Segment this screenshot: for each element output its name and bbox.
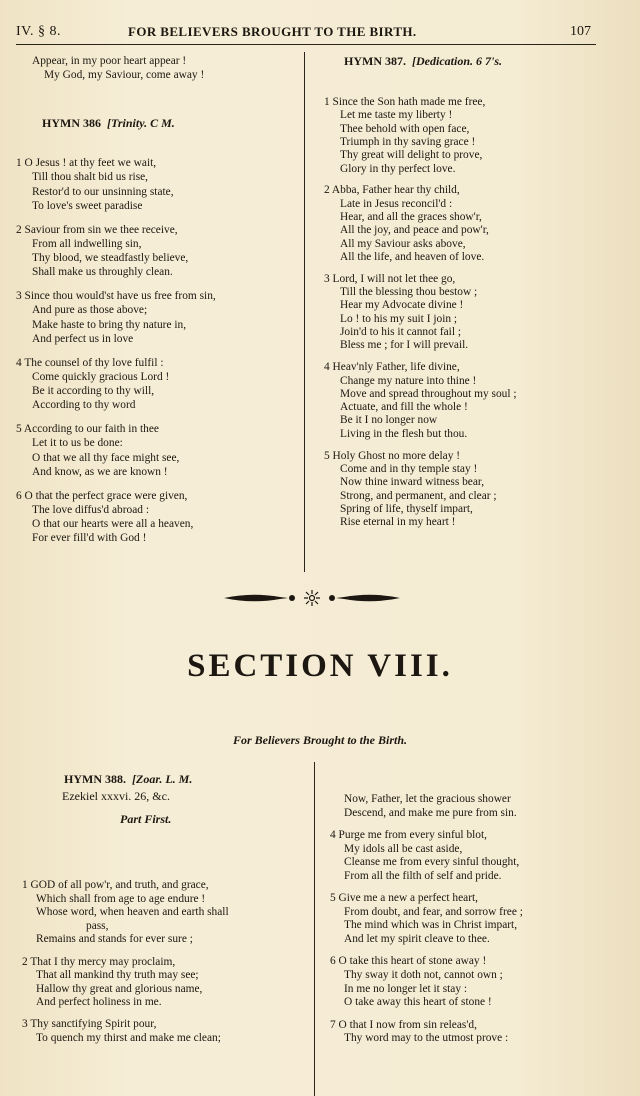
hymn-line: Thy great will delight to prove, (340, 149, 483, 162)
hymn-tune: [Trinity. C M. (107, 116, 175, 130)
hymn-line: 3 Lord, I will not let thee go, (324, 272, 456, 285)
carry-over-line: My God, my Saviour, come away ! (44, 69, 205, 81)
hymn-line: Let me taste my liberty ! (340, 109, 453, 122)
hymn-line: And perfect holiness in me. (36, 996, 162, 1009)
scripture-reference: Ezekiel xxxvi. 26, &c. (62, 789, 170, 803)
hymn-line: And know, as we are known ! (32, 465, 168, 478)
hymn-line: Strong, and permanent, and clear ; (340, 489, 497, 502)
hymn-line: O that we all thy face might see, (32, 451, 180, 464)
hymn-line: 2 Saviour from sin we thee receive, (16, 223, 178, 236)
hymn-line: Move and spread throughout my soul ; (340, 387, 517, 400)
hymn-line: All the life, and heaven of love. (340, 250, 485, 263)
hymn-line: Shall make us throughly clean. (32, 266, 173, 279)
hymn-line: Be it I no longer now (340, 414, 438, 427)
hymn-line: Which shall from age to age endure ! (36, 892, 206, 905)
hymn-line: Hallow thy great and glorious name, (36, 982, 203, 995)
hymn-line: Whose word, when heaven and earth shall (36, 906, 229, 919)
hymn-line: Restor'd to our unsinning state, (32, 185, 174, 198)
hymn-line: The mind which was in Christ impart, (344, 919, 518, 932)
hymn-line: From all indwelling sin, (32, 237, 142, 250)
hymn-line: 2 Abba, Father hear thy child, (324, 184, 460, 197)
hymn-line: Remains and stands for ever sure ; (36, 933, 193, 946)
hymn-line: Let it to us be done: (32, 437, 123, 450)
hymn-line: 3 Thy sanctifying Spirit pour, (22, 1018, 157, 1031)
hymn-line: All the joy, and peace and pow'r, (340, 224, 489, 237)
page-number: 107 (570, 24, 591, 39)
hymn-line: 2 That I thy mercy may proclaim, (22, 955, 176, 968)
hymn-line: To love's sweet paradise (32, 199, 143, 212)
hymn-line: To quench my thirst and make me clean; (36, 1032, 221, 1044)
hymn-line: And pure as those above; (32, 304, 148, 317)
column-divider-top (304, 52, 305, 572)
hymn-line: 6 O that the perfect grace were given, (16, 489, 188, 502)
column-divider-bottom (314, 762, 315, 1096)
hymn-line: And perfect us in love (32, 332, 134, 345)
hymn-line: Thy blood, we steadfastly believe, (32, 252, 189, 265)
hymn-line: Thy word may to the utmost prove : (344, 1032, 509, 1045)
header-section-ref: IV. § 8. (16, 24, 61, 39)
header-rule (16, 44, 596, 45)
hymn-line: Living in the flesh but thou. (340, 427, 468, 440)
hymn-line: Glory in thy perfect love. (340, 162, 456, 175)
hymn-line: 3 Since thou would'st have us free from sin, (16, 290, 216, 302)
hymn-line: 4 Purge me from every sinful blot, (330, 829, 488, 841)
hymn-line: The love diffus'd abroad : (32, 503, 149, 516)
hymn-number: HYMN 387. (344, 54, 406, 68)
hymn-line: Till the blessing thou bestow ; (340, 286, 478, 299)
hymn-line: Spring of life, thyself impart, (340, 502, 473, 515)
hymn-line: 5 According to our faith in thee (16, 423, 159, 435)
hymn-line: Cleanse me from every sinful thought, (344, 856, 520, 869)
ornament-divider (222, 588, 402, 608)
hymn-line: 4 The counsel of thy love fulfil : (16, 356, 164, 369)
hymn-line: Come and in thy temple stay ! (340, 462, 478, 475)
hymn-number: HYMN 386 (42, 116, 101, 130)
hymn-line: That all mankind thy truth may see; (36, 969, 199, 982)
hymn-line: Late in Jesus reconcil'd : (340, 197, 453, 210)
hymn-line: Come quickly gracious Lord ! (32, 370, 170, 383)
hymn-line: 5 Give me a new a perfect heart, (330, 892, 479, 905)
hymn-line: Actuate, and fill the whole ! (340, 401, 468, 414)
hymn-line: 1 Since the Son hath made me free, (324, 96, 486, 108)
hymn-line: Triumph in thy saving grace ! (340, 135, 476, 148)
hymn-line: My idols all be cast aside, (344, 842, 463, 855)
hymn-line: 5 Holy Ghost no more delay ! (324, 449, 461, 462)
hymn-line: O that our hearts were all a heaven, (32, 518, 194, 531)
hymn-line: Hear my Advocate divine ! (340, 299, 464, 312)
hymn-line: According to thy word (32, 399, 136, 412)
hymn-line: Now thine inward witness bear, (340, 476, 485, 489)
hymn-line: Bless me ; for I will prevail. (340, 339, 469, 352)
hymn-line: Rise eternal in my heart ! (340, 516, 456, 529)
hymn-line: 1 GOD of all pow'r, and truth, and grace, (22, 879, 209, 891)
hymn-line: Hear, and all the graces show'r, (340, 211, 482, 223)
hymn-line: Join'd to his it cannot fail ; (340, 326, 462, 338)
hymn-386-heading (42, 116, 175, 131)
hymn-tune: [Zoar. L. M. (132, 772, 193, 786)
section-title: SECTION VIII. (187, 648, 453, 684)
running-head-title: FOR BELIEVERS BROUGHT TO THE BIRTH. (128, 24, 417, 39)
hymn-387-heading (344, 54, 502, 69)
hymn-line: For ever fill'd with God ! (32, 532, 147, 545)
hymn-line: Lo ! to his my suit I join ; (340, 312, 458, 325)
hymn-line: 1 O Jesus ! at thy feet we wait, (16, 157, 157, 169)
hymn-line: And let my spirit cleave to thee. (344, 933, 490, 945)
hymn-tune: [Dedication. 6 7's. (412, 54, 502, 68)
hymn-line: 4 Heav'nly Father, life divine, (324, 361, 460, 374)
hymn-line: Descend, and make me pure from sin. (344, 806, 517, 819)
carry-over-line: Appear, in my poor heart appear ! (32, 55, 187, 67)
hymn-line: From doubt, and fear, and sorrow free ; (344, 905, 523, 918)
part-heading: Part First. (120, 812, 172, 826)
hymn-line: Thy sway it doth not, cannot own ; (344, 969, 503, 981)
section-subtitle: For Believers Brought to the Birth. (232, 733, 408, 747)
hymn-line: Now, Father, let the gracious shower (344, 793, 511, 805)
hymn-line: O take away this heart of stone ! (344, 996, 492, 1009)
hymn-388-heading (64, 772, 192, 787)
hymn-line: Till thou shalt bid us rise, (32, 171, 149, 184)
hymn-line: All my Saviour asks above, (340, 237, 466, 250)
hymn-number: HYMN 388. (64, 772, 126, 786)
hymn-line: Make haste to bring thy nature in, (32, 318, 187, 331)
hymn-line: 6 O take this heart of stone away ! (330, 955, 487, 968)
hymn-line: Thee behold with open face, (340, 122, 470, 135)
hymn-line: From all the filth of self and pride. (344, 869, 502, 882)
hymn-line: 7 O that I now from sin releas'd, (330, 1018, 477, 1031)
hymn-line: Change my nature into thine ! (340, 374, 477, 387)
hymn-line: In me no longer let it stay : (344, 982, 468, 995)
hymn-line: Be it according to thy will, (32, 385, 155, 398)
hymn-line: pass, (86, 919, 109, 932)
